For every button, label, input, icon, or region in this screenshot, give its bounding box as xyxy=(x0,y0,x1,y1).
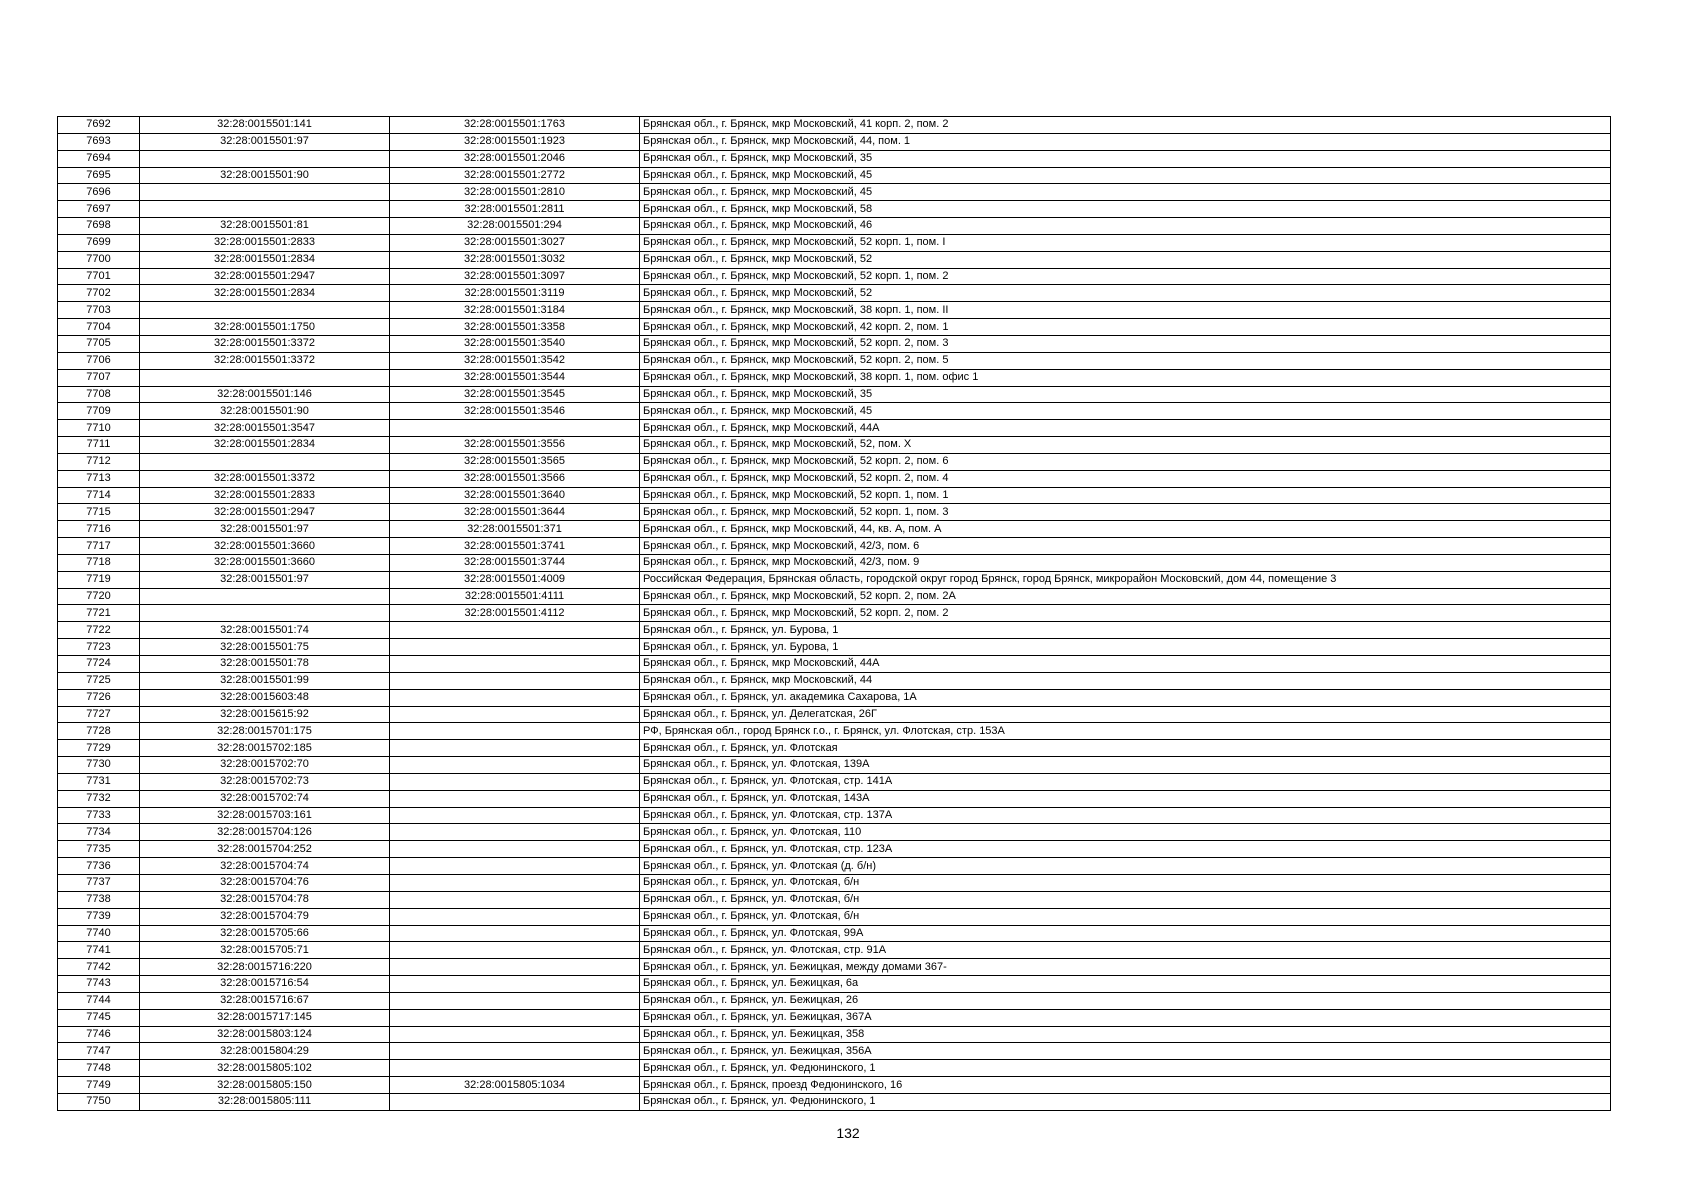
row-number-cell: 7723 xyxy=(58,639,140,656)
parcel-cadastral-number-cell: 32:28:0015704:126 xyxy=(140,824,390,841)
address-cell: Брянская обл., г. Брянск, ул. Флотская xyxy=(640,740,1611,757)
row-number-cell: 7714 xyxy=(58,487,140,504)
address-cell: Брянская обл., г. Брянск, ул. Бежицкая, 26 xyxy=(640,992,1611,1009)
parcel-cadastral-number-cell: 32:28:0015702:70 xyxy=(140,757,390,774)
parcel-cadastral-number-cell: 32:28:0015501:81 xyxy=(140,218,390,235)
table-row xyxy=(58,622,1611,639)
address-cell: Брянская обл., г. Брянск, мкр Московский, 35 xyxy=(640,386,1611,403)
address-cell: Брянская обл., г. Брянск, ул. Флотская, 99А xyxy=(640,925,1611,942)
row-number-cell: 7718 xyxy=(58,554,140,571)
table-row xyxy=(58,201,1611,218)
table-row xyxy=(58,167,1611,184)
object-cadastral-number-cell xyxy=(390,1026,640,1043)
address-cell: Брянская обл., г. Брянск, ул. Флотская (д. б/н) xyxy=(640,858,1611,875)
object-cadastral-number-cell: 32:28:0015501:3640 xyxy=(390,487,640,504)
row-number-cell: 7702 xyxy=(58,285,140,302)
row-number-cell: 7735 xyxy=(58,841,140,858)
row-number-cell: 7728 xyxy=(58,723,140,740)
row-number-cell: 7740 xyxy=(58,925,140,942)
address-cell: Брянская обл., г. Брянск, ул. Флотская, стр. 137А xyxy=(640,807,1611,824)
row-number-cell: 7720 xyxy=(58,588,140,605)
row-number-cell: 7730 xyxy=(58,757,140,774)
object-cadastral-number-cell: 32:28:0015501:3565 xyxy=(390,453,640,470)
address-cell: Брянская обл., г. Брянск, ул. Бежицкая, 6а xyxy=(640,976,1611,993)
address-cell: Брянская обл., г. Брянск, мкр Московский, 38 корп. 1, пом. офис 1 xyxy=(640,369,1611,386)
object-cadastral-number-cell xyxy=(390,723,640,740)
row-number-cell: 7703 xyxy=(58,302,140,319)
parcel-cadastral-number-cell: 32:28:0015603:48 xyxy=(140,689,390,706)
page-number: 132 xyxy=(836,1125,860,1141)
row-number-cell: 7741 xyxy=(58,942,140,959)
object-cadastral-number-cell: 32:28:0015501:1923 xyxy=(390,133,640,150)
object-cadastral-number-cell: 32:28:0015501:2046 xyxy=(390,150,640,167)
address-cell: Брянская обл., г. Брянск, ул. Флотская, б/н xyxy=(640,891,1611,908)
table-row xyxy=(58,858,1611,875)
table-row xyxy=(58,672,1611,689)
parcel-cadastral-number-cell xyxy=(140,302,390,319)
parcel-cadastral-number-cell: 32:28:0015805:150 xyxy=(140,1077,390,1094)
table-row xyxy=(58,487,1611,504)
address-cell: Брянская обл., г. Брянск, мкр Московский, 52 корп. 1, пом. 3 xyxy=(640,504,1611,521)
object-cadastral-number-cell: 32:28:0015501:1763 xyxy=(390,117,640,134)
parcel-cadastral-number-cell: 32:28:0015501:2834 xyxy=(140,285,390,302)
row-number-cell: 7738 xyxy=(58,891,140,908)
parcel-cadastral-number-cell: 32:28:0015703:161 xyxy=(140,807,390,824)
table-row xyxy=(58,773,1611,790)
row-number-cell: 7712 xyxy=(58,453,140,470)
table-row xyxy=(58,369,1611,386)
parcel-cadastral-number-cell: 32:28:0015501:3372 xyxy=(140,352,390,369)
row-number-cell: 7737 xyxy=(58,874,140,891)
parcel-cadastral-number-cell: 32:28:0015501:3372 xyxy=(140,470,390,487)
parcel-cadastral-number-cell: 32:28:0015501:2947 xyxy=(140,504,390,521)
address-cell: Брянская обл., г. Брянск, мкр Московский, 45 xyxy=(640,184,1611,201)
table-row xyxy=(58,554,1611,571)
object-cadastral-number-cell: 32:28:0015501:3119 xyxy=(390,285,640,302)
table-row xyxy=(58,824,1611,841)
object-cadastral-number-cell: 32:28:0015501:2810 xyxy=(390,184,640,201)
row-number-cell: 7732 xyxy=(58,790,140,807)
row-number-cell: 7693 xyxy=(58,133,140,150)
address-cell: Брянская обл., г. Брянск, мкр Московский, 38 корп. 1, пом. II xyxy=(640,302,1611,319)
address-cell: РФ, Брянская обл., город Брянск г.о., г. Брянск, ул. Флотская, стр. 153А xyxy=(640,723,1611,740)
table-row xyxy=(58,352,1611,369)
object-cadastral-number-cell: 32:28:0015501:3644 xyxy=(390,504,640,521)
object-cadastral-number-cell: 32:28:0015501:3545 xyxy=(390,386,640,403)
row-number-cell: 7749 xyxy=(58,1077,140,1094)
table-row xyxy=(58,588,1611,605)
table-row xyxy=(58,386,1611,403)
parcel-cadastral-number-cell: 32:28:0015501:2833 xyxy=(140,234,390,251)
object-cadastral-number-cell xyxy=(390,942,640,959)
parcel-cadastral-number-cell: 32:28:0015702:185 xyxy=(140,740,390,757)
row-number-cell: 7746 xyxy=(58,1026,140,1043)
row-number-cell: 7711 xyxy=(58,437,140,454)
object-cadastral-number-cell: 32:28:0015501:4111 xyxy=(390,588,640,605)
table-row xyxy=(58,268,1611,285)
object-cadastral-number-cell: 32:28:0015501:3566 xyxy=(390,470,640,487)
object-cadastral-number-cell xyxy=(390,740,640,757)
row-number-cell: 7729 xyxy=(58,740,140,757)
parcel-cadastral-number-cell: 32:28:0015501:90 xyxy=(140,403,390,420)
object-cadastral-number-cell xyxy=(390,908,640,925)
object-cadastral-number-cell: 32:28:0015805:1034 xyxy=(390,1077,640,1094)
address-cell: Брянская обл., г. Брянск, мкр Московский, 52 корп. 1, пом. 2 xyxy=(640,268,1611,285)
row-number-cell: 7705 xyxy=(58,335,140,352)
table-row xyxy=(58,437,1611,454)
parcel-cadastral-number-cell: 32:28:0015702:74 xyxy=(140,790,390,807)
address-cell: Брянская обл., г. Брянск, мкр Московский, 44, пом. 1 xyxy=(640,133,1611,150)
address-cell: Брянская обл., г. Брянск, ул. Флотская, 110 xyxy=(640,824,1611,841)
cadastral-table xyxy=(57,116,1611,1111)
address-cell: Брянская обл., г. Брянск, мкр Московский, 52 корп. 2, пом. 2А xyxy=(640,588,1611,605)
object-cadastral-number-cell: 32:28:0015501:3358 xyxy=(390,319,640,336)
table-row xyxy=(58,639,1611,656)
object-cadastral-number-cell xyxy=(390,824,640,841)
table-row xyxy=(58,521,1611,538)
address-cell: Брянская обл., г. Брянск, ул. Флотская, стр. 141А xyxy=(640,773,1611,790)
table-row xyxy=(58,807,1611,824)
parcel-cadastral-number-cell xyxy=(140,184,390,201)
address-cell: Брянская обл., г. Брянск, мкр Московский, 52 корп. 1, пом. 1 xyxy=(640,487,1611,504)
object-cadastral-number-cell: 32:28:0015501:2772 xyxy=(390,167,640,184)
table-row xyxy=(58,757,1611,774)
parcel-cadastral-number-cell: 32:28:0015805:102 xyxy=(140,1060,390,1077)
table-row xyxy=(58,1093,1611,1110)
row-number-cell: 7748 xyxy=(58,1060,140,1077)
row-number-cell: 7721 xyxy=(58,605,140,622)
parcel-cadastral-number-cell xyxy=(140,150,390,167)
object-cadastral-number-cell xyxy=(390,420,640,437)
table-row xyxy=(58,790,1611,807)
parcel-cadastral-number-cell: 32:28:0015704:76 xyxy=(140,874,390,891)
parcel-cadastral-number-cell: 32:28:0015501:2833 xyxy=(140,487,390,504)
parcel-cadastral-number-cell: 32:28:0015705:71 xyxy=(140,942,390,959)
row-number-cell: 7706 xyxy=(58,352,140,369)
parcel-cadastral-number-cell: 32:28:0015704:74 xyxy=(140,858,390,875)
row-number-cell: 7726 xyxy=(58,689,140,706)
table-row xyxy=(58,656,1611,673)
parcel-cadastral-number-cell: 32:28:0015501:90 xyxy=(140,167,390,184)
table-row xyxy=(58,605,1611,622)
row-number-cell: 7722 xyxy=(58,622,140,639)
table-row xyxy=(58,689,1611,706)
address-cell: Брянская обл., г. Брянск, мкр Московский, 52, пом. X xyxy=(640,437,1611,454)
object-cadastral-number-cell xyxy=(390,976,640,993)
object-cadastral-number-cell xyxy=(390,790,640,807)
parcel-cadastral-number-cell xyxy=(140,369,390,386)
table-row xyxy=(58,218,1611,235)
parcel-cadastral-number-cell: 32:28:0015803:124 xyxy=(140,1026,390,1043)
table-row xyxy=(58,319,1611,336)
parcel-cadastral-number-cell: 32:28:0015705:66 xyxy=(140,925,390,942)
object-cadastral-number-cell xyxy=(390,1043,640,1060)
object-cadastral-number-cell xyxy=(390,656,640,673)
object-cadastral-number-cell xyxy=(390,1009,640,1026)
table-row xyxy=(58,453,1611,470)
parcel-cadastral-number-cell: 32:28:0015701:175 xyxy=(140,723,390,740)
object-cadastral-number-cell: 32:28:0015501:3032 xyxy=(390,251,640,268)
row-number-cell: 7695 xyxy=(58,167,140,184)
row-number-cell: 7727 xyxy=(58,706,140,723)
parcel-cadastral-number-cell: 32:28:0015804:29 xyxy=(140,1043,390,1060)
address-cell: Брянская обл., г. Брянск, мкр Московский, 45 xyxy=(640,167,1611,184)
parcel-cadastral-number-cell: 32:28:0015704:252 xyxy=(140,841,390,858)
parcel-cadastral-number-cell: 32:28:0015501:2947 xyxy=(140,268,390,285)
address-cell: Брянская обл., г. Брянск, мкр Московский, 52 xyxy=(640,285,1611,302)
row-number-cell: 7708 xyxy=(58,386,140,403)
table-row xyxy=(58,504,1611,521)
object-cadastral-number-cell: 32:28:0015501:3184 xyxy=(390,302,640,319)
object-cadastral-number-cell xyxy=(390,891,640,908)
parcel-cadastral-number-cell: 32:28:0015501:97 xyxy=(140,571,390,588)
parcel-cadastral-number-cell: 32:28:0015501:74 xyxy=(140,622,390,639)
row-number-cell: 7743 xyxy=(58,976,140,993)
table-row xyxy=(58,335,1611,352)
row-number-cell: 7750 xyxy=(58,1093,140,1110)
object-cadastral-number-cell: 32:28:0015501:294 xyxy=(390,218,640,235)
table-row xyxy=(58,992,1611,1009)
object-cadastral-number-cell xyxy=(390,672,640,689)
address-cell: Брянская обл., г. Брянск, ул. Флотская, стр. 123А xyxy=(640,841,1611,858)
address-cell: Брянская обл., г. Брянск, ул. Флотская, б/н xyxy=(640,874,1611,891)
row-number-cell: 7709 xyxy=(58,403,140,420)
table-row xyxy=(58,841,1611,858)
parcel-cadastral-number-cell: 32:28:0015615:92 xyxy=(140,706,390,723)
address-cell: Брянская обл., г. Брянск, ул. Флотская, 143А xyxy=(640,790,1611,807)
parcel-cadastral-number-cell: 32:28:0015704:78 xyxy=(140,891,390,908)
row-number-cell: 7710 xyxy=(58,420,140,437)
parcel-cadastral-number-cell: 32:28:0015501:2834 xyxy=(140,437,390,454)
object-cadastral-number-cell xyxy=(390,757,640,774)
table-row xyxy=(58,1043,1611,1060)
object-cadastral-number-cell xyxy=(390,925,640,942)
address-cell: Брянская обл., г. Брянск, мкр Московский, 44А xyxy=(640,420,1611,437)
object-cadastral-number-cell xyxy=(390,874,640,891)
row-number-cell: 7736 xyxy=(58,858,140,875)
row-number-cell: 7700 xyxy=(58,251,140,268)
table-row xyxy=(58,234,1611,251)
table-row xyxy=(58,1060,1611,1077)
table-row xyxy=(58,959,1611,976)
table-row xyxy=(58,874,1611,891)
address-cell: Брянская обл., г. Брянск, ул. Федюнинского, 1 xyxy=(640,1093,1611,1110)
parcel-cadastral-number-cell: 32:28:0015501:141 xyxy=(140,117,390,134)
parcel-cadastral-number-cell: 32:28:0015717:145 xyxy=(140,1009,390,1026)
object-cadastral-number-cell: 32:28:0015501:3544 xyxy=(390,369,640,386)
table-row xyxy=(58,251,1611,268)
address-cell: Брянская обл., г. Брянск, мкр Московский, 44 xyxy=(640,672,1611,689)
object-cadastral-number-cell: 32:28:0015501:3097 xyxy=(390,268,640,285)
row-number-cell: 7745 xyxy=(58,1009,140,1026)
parcel-cadastral-number-cell: 32:28:0015716:220 xyxy=(140,959,390,976)
address-cell: Брянская обл., г. Брянск, мкр Московский, 58 xyxy=(640,201,1611,218)
table-row xyxy=(58,1077,1611,1094)
parcel-cadastral-number-cell: 32:28:0015704:79 xyxy=(140,908,390,925)
address-cell: Брянская обл., г. Брянск, мкр Московский, 52 корп. 2, пом. 6 xyxy=(640,453,1611,470)
object-cadastral-number-cell xyxy=(390,858,640,875)
parcel-cadastral-number-cell: 32:28:0015501:99 xyxy=(140,672,390,689)
address-cell: Брянская обл., г. Брянск, ул. Бежицкая, между домами 367- xyxy=(640,959,1611,976)
table-row xyxy=(58,302,1611,319)
object-cadastral-number-cell: 32:28:0015501:2811 xyxy=(390,201,640,218)
parcel-cadastral-number-cell: 32:28:0015501:146 xyxy=(140,386,390,403)
address-cell: Брянская обл., г. Брянск, мкр Московский, 44А xyxy=(640,656,1611,673)
object-cadastral-number-cell: 32:28:0015501:4112 xyxy=(390,605,640,622)
parcel-cadastral-number-cell: 32:28:0015501:3372 xyxy=(140,335,390,352)
row-number-cell: 7698 xyxy=(58,218,140,235)
address-cell: Брянская обл., г. Брянск, ул. Делегатская, 26Г xyxy=(640,706,1611,723)
object-cadastral-number-cell xyxy=(390,706,640,723)
address-cell: Брянская обл., г. Брянск, ул. Бежицкая, 358 xyxy=(640,1026,1611,1043)
object-cadastral-number-cell xyxy=(390,841,640,858)
object-cadastral-number-cell: 32:28:0015501:3540 xyxy=(390,335,640,352)
object-cadastral-number-cell xyxy=(390,1093,640,1110)
table-row xyxy=(58,891,1611,908)
parcel-cadastral-number-cell: 32:28:0015501:75 xyxy=(140,639,390,656)
parcel-cadastral-number-cell xyxy=(140,605,390,622)
address-cell: Брянская обл., г. Брянск, мкр Московский, 42/3, пом. 6 xyxy=(640,538,1611,555)
object-cadastral-number-cell: 32:28:0015501:3027 xyxy=(390,234,640,251)
row-number-cell: 7734 xyxy=(58,824,140,841)
address-cell: Брянская обл., г. Брянск, ул. Бежицкая, 356А xyxy=(640,1043,1611,1060)
object-cadastral-number-cell: 32:28:0015501:3744 xyxy=(390,554,640,571)
row-number-cell: 7704 xyxy=(58,319,140,336)
address-cell: Брянская обл., г. Брянск, проезд Федюнинского, 16 xyxy=(640,1077,1611,1094)
address-cell: Брянская обл., г. Брянск, мкр Московский, 52 xyxy=(640,251,1611,268)
table-row xyxy=(58,942,1611,959)
table-row xyxy=(58,976,1611,993)
table-row xyxy=(58,571,1611,588)
table-row xyxy=(58,1009,1611,1026)
parcel-cadastral-number-cell xyxy=(140,453,390,470)
object-cadastral-number-cell xyxy=(390,639,640,656)
row-number-cell: 7719 xyxy=(58,571,140,588)
row-number-cell: 7747 xyxy=(58,1043,140,1060)
table-row xyxy=(58,706,1611,723)
table-row xyxy=(58,184,1611,201)
table-row xyxy=(58,150,1611,167)
parcel-cadastral-number-cell: 32:28:0015716:54 xyxy=(140,976,390,993)
table-row xyxy=(58,117,1611,134)
address-cell: Брянская обл., г. Брянск, ул. Флотская, 139А xyxy=(640,757,1611,774)
object-cadastral-number-cell xyxy=(390,992,640,1009)
address-cell: Брянская обл., г. Брянск, мкр Московский, 52 корп. 2, пом. 5 xyxy=(640,352,1611,369)
object-cadastral-number-cell: 32:28:0015501:371 xyxy=(390,521,640,538)
row-number-cell: 7742 xyxy=(58,959,140,976)
table-row xyxy=(58,470,1611,487)
row-number-cell: 7716 xyxy=(58,521,140,538)
address-cell: Брянская обл., г. Брянск, мкр Московский, 44, кв. А, пом. А xyxy=(640,521,1611,538)
parcel-cadastral-number-cell: 32:28:0015501:1750 xyxy=(140,319,390,336)
address-cell: Брянская обл., г. Брянск, ул. Бежицкая, 367А xyxy=(640,1009,1611,1026)
object-cadastral-number-cell: 32:28:0015501:3542 xyxy=(390,352,640,369)
parcel-cadastral-number-cell: 32:28:0015501:3547 xyxy=(140,420,390,437)
parcel-cadastral-number-cell: 32:28:0015805:111 xyxy=(140,1093,390,1110)
row-number-cell: 7697 xyxy=(58,201,140,218)
address-cell: Брянская обл., г. Брянск, мкр Московский, 52 корп. 2, пом. 3 xyxy=(640,335,1611,352)
address-cell: Брянская обл., г. Брянск, ул. Федюнинского, 1 xyxy=(640,1060,1611,1077)
object-cadastral-number-cell xyxy=(390,1060,640,1077)
parcel-cadastral-number-cell: 32:28:0015501:3660 xyxy=(140,538,390,555)
parcel-cadastral-number-cell: 32:28:0015702:73 xyxy=(140,773,390,790)
table-row xyxy=(58,908,1611,925)
table-row xyxy=(58,723,1611,740)
table-row xyxy=(58,403,1611,420)
row-number-cell: 7707 xyxy=(58,369,140,386)
table-body xyxy=(58,117,1611,1111)
parcel-cadastral-number-cell xyxy=(140,588,390,605)
row-number-cell: 7692 xyxy=(58,117,140,134)
parcel-cadastral-number-cell: 32:28:0015501:97 xyxy=(140,521,390,538)
parcel-cadastral-number-cell: 32:28:0015716:67 xyxy=(140,992,390,1009)
row-number-cell: 7717 xyxy=(58,538,140,555)
row-number-cell: 7699 xyxy=(58,234,140,251)
table-row xyxy=(58,285,1611,302)
parcel-cadastral-number-cell: 32:28:0015501:3660 xyxy=(140,554,390,571)
address-cell: Брянская обл., г. Брянск, ул. Бурова, 1 xyxy=(640,639,1611,656)
object-cadastral-number-cell: 32:28:0015501:3556 xyxy=(390,437,640,454)
row-number-cell: 7739 xyxy=(58,908,140,925)
object-cadastral-number-cell xyxy=(390,689,640,706)
table-row xyxy=(58,1026,1611,1043)
object-cadastral-number-cell: 32:28:0015501:3546 xyxy=(390,403,640,420)
address-cell: Брянская обл., г. Брянск, мкр Московский, 52 корп. 2, пом. 2 xyxy=(640,605,1611,622)
row-number-cell: 7725 xyxy=(58,672,140,689)
address-cell: Брянская обл., г. Брянск, ул. Флотская, б/н xyxy=(640,908,1611,925)
parcel-cadastral-number-cell xyxy=(140,201,390,218)
address-cell: Брянская обл., г. Брянск, мкр Московский, 42/3, пом. 9 xyxy=(640,554,1611,571)
address-cell: Брянская обл., г. Брянск, ул. Бурова, 1 xyxy=(640,622,1611,639)
address-cell: Брянская обл., г. Брянск, мкр Московский, 45 xyxy=(640,403,1611,420)
address-cell: Брянская обл., г. Брянск, мкр Московский, 42 корп. 2, пом. 1 xyxy=(640,319,1611,336)
table-row xyxy=(58,133,1611,150)
address-cell: Брянская обл., г. Брянск, мкр Московский, 35 xyxy=(640,150,1611,167)
row-number-cell: 7724 xyxy=(58,656,140,673)
object-cadastral-number-cell xyxy=(390,959,640,976)
row-number-cell: 7694 xyxy=(58,150,140,167)
address-cell: Брянская обл., г. Брянск, ул. Флотская, стр. 91А xyxy=(640,942,1611,959)
table-row xyxy=(58,740,1611,757)
object-cadastral-number-cell xyxy=(390,622,640,639)
address-cell: Брянская обл., г. Брянск, мкр Московский, 46 xyxy=(640,218,1611,235)
parcel-cadastral-number-cell: 32:28:0015501:78 xyxy=(140,656,390,673)
row-number-cell: 7715 xyxy=(58,504,140,521)
address-cell: Брянская обл., г. Брянск, мкр Московский, 52 корп. 1, пом. I xyxy=(640,234,1611,251)
row-number-cell: 7696 xyxy=(58,184,140,201)
table-row xyxy=(58,538,1611,555)
object-cadastral-number-cell: 32:28:0015501:4009 xyxy=(390,571,640,588)
table-row xyxy=(58,925,1611,942)
address-cell: Брянская обл., г. Брянск, ул. академика Сахарова, 1А xyxy=(640,689,1611,706)
row-number-cell: 7744 xyxy=(58,992,140,1009)
address-cell: Брянская обл., г. Брянск, мкр Московский, 41 корп. 2, пом. 2 xyxy=(640,117,1611,134)
table-row xyxy=(58,420,1611,437)
object-cadastral-number-cell xyxy=(390,773,640,790)
row-number-cell: 7701 xyxy=(58,268,140,285)
object-cadastral-number-cell xyxy=(390,807,640,824)
row-number-cell: 7733 xyxy=(58,807,140,824)
address-cell: Брянская обл., г. Брянск, мкр Московский, 52 корп. 2, пом. 4 xyxy=(640,470,1611,487)
row-number-cell: 7731 xyxy=(58,773,140,790)
parcel-cadastral-number-cell: 32:28:0015501:2834 xyxy=(140,251,390,268)
object-cadastral-number-cell: 32:28:0015501:3741 xyxy=(390,538,640,555)
address-cell: Российская Федерация, Брянская область, городской округ город Брянск, город Брянск, микрорайон Московский, дом 44, помещение 3 xyxy=(640,571,1611,588)
parcel-cadastral-number-cell: 32:28:0015501:97 xyxy=(140,133,390,150)
row-number-cell: 7713 xyxy=(58,470,140,487)
